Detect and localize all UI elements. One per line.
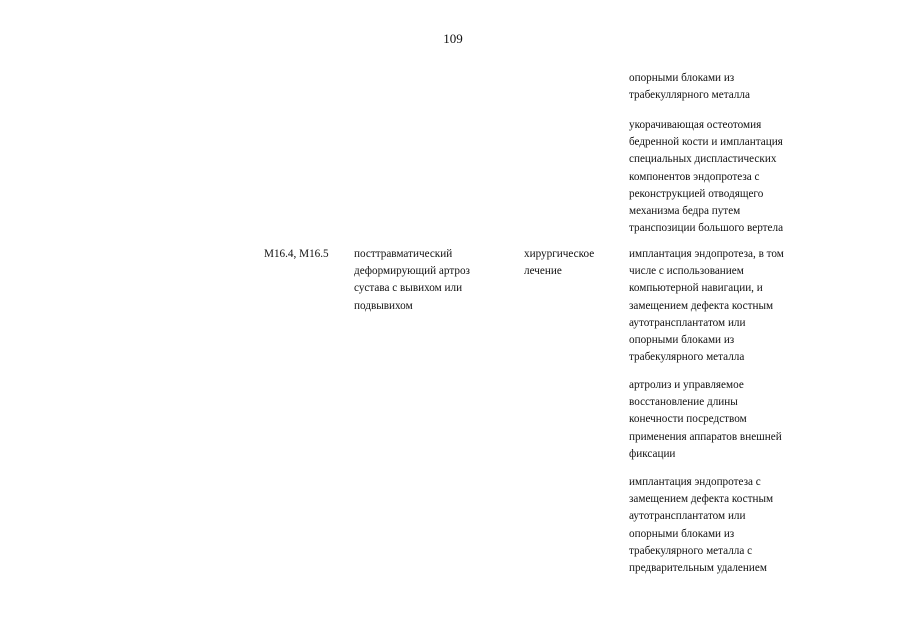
diagnosis-text: посттравматический деформирующий артроз сустава с вывихом или подвывихом [354,248,470,312]
method-text: артролиз и управляемое восстановление длины конечности посредством применения аппаратов внешней фиксации [629,379,782,460]
code-text: M16.4, M16.5 [264,248,329,260]
method-text-continued: опорными блоками из трабекуллярного металла [629,72,750,102]
method-text: укорачивающая остеотомия бедренной кости и имплантация специальных диспластических компонентов эндопротеза с реконструкцией отводящего механизма бедра путем транспозиции большого вертела [629,119,784,235]
method-text: имплантация эндопротеза с замещением дефекта костным аутотрансплантатом или опорными блоками из трабекулярного металла с предварительным удалением [629,476,774,575]
method-text: имплантация эндопротеза, в том числе с использованием компьютерной навигации, и замещением дефекта костным аутотрансплантатом или опорными блоками из трабекулярного металла [629,248,784,364]
treatment-text: хирургическое лечение [524,248,595,278]
page-number: 109 [443,31,463,46]
